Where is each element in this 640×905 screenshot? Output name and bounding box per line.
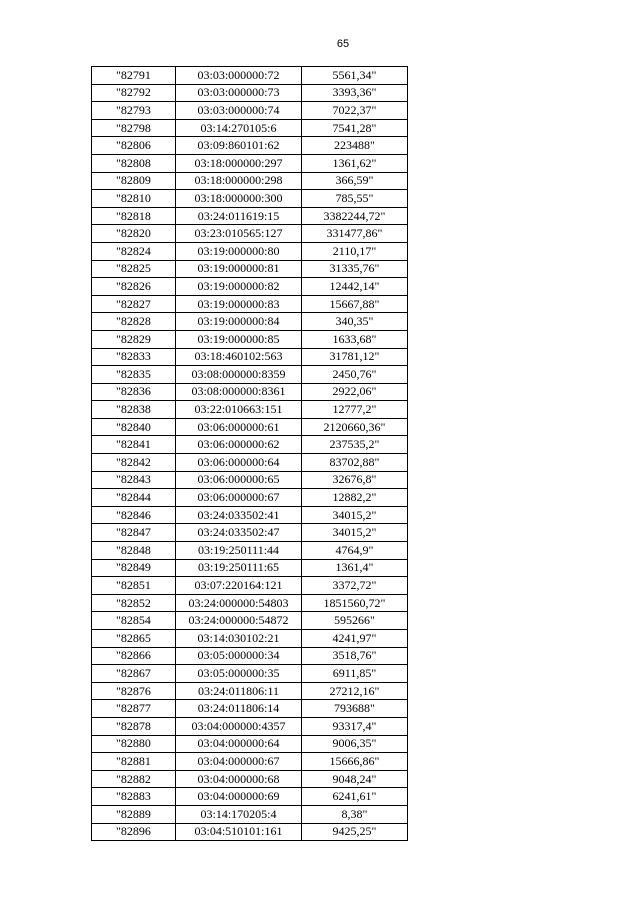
record-id-cell: "82825: [92, 260, 176, 278]
cadastral-number-cell: 03:04:000000:67: [176, 753, 302, 771]
cadastral-number-cell: 03:05:000000:35: [176, 665, 302, 683]
value-cell: 4764,9": [302, 542, 408, 560]
cadastral-number-cell: 03:22:010663:151: [176, 401, 302, 419]
page-number: 65: [336, 38, 350, 50]
table-row: [92, 207, 408, 225]
table-row: [92, 330, 408, 348]
cadastral-number-cell: 03:06:000000:67: [176, 489, 302, 507]
record-id-cell: "82876: [92, 682, 176, 700]
value-cell: 3518,76": [302, 647, 408, 665]
record-id-cell: "82806: [92, 137, 176, 155]
cadastral-number-cell: 03:19:000000:84: [176, 313, 302, 331]
value-cell: 1361,62": [302, 154, 408, 172]
value-cell: 31335,76": [302, 260, 408, 278]
value-cell: 32676,8": [302, 471, 408, 489]
record-id-cell: "82852: [92, 594, 176, 612]
cadastral-number-cell: 03:18:000000:298: [176, 172, 302, 190]
value-cell: 237535,2": [302, 436, 408, 454]
record-id-cell: "82878: [92, 717, 176, 735]
cadastral-number-cell: 03:24:011806:14: [176, 700, 302, 718]
cadastral-number-cell: 03:04:000000:64: [176, 735, 302, 753]
table-row: [92, 665, 408, 683]
table-row: [92, 682, 408, 700]
cadastral-number-cell: 03:19:000000:80: [176, 242, 302, 260]
table-row: [92, 295, 408, 313]
value-cell: 331477,86": [302, 225, 408, 243]
table-row: [92, 67, 408, 85]
value-cell: 223488": [302, 137, 408, 155]
table-row: [92, 735, 408, 753]
value-cell: 31781,12": [302, 348, 408, 366]
table-row: [92, 366, 408, 384]
cadastral-number-cell: 03:19:250111:65: [176, 559, 302, 577]
record-id-cell: "82889: [92, 805, 176, 823]
table-row: [92, 172, 408, 190]
table-row: [92, 84, 408, 102]
cadastral-number-cell: 03:14:030102:21: [176, 630, 302, 648]
value-cell: 12882,2": [302, 489, 408, 507]
table-row: [92, 823, 408, 841]
record-id-cell: "82798: [92, 119, 176, 137]
value-cell: 9006,35": [302, 735, 408, 753]
table-row: [92, 612, 408, 630]
table-row: [92, 260, 408, 278]
record-id-cell: "82851: [92, 577, 176, 595]
value-cell: 93317,4": [302, 717, 408, 735]
cadastral-number-cell: 03:24:033502:41: [176, 506, 302, 524]
table-row: [92, 313, 408, 331]
record-id-cell: "82848: [92, 542, 176, 560]
value-cell: 340,35": [302, 313, 408, 331]
table-row: [92, 489, 408, 507]
cadastral-number-cell: 03:24:000000:54803: [176, 594, 302, 612]
value-cell: 12442,14": [302, 278, 408, 296]
cadastral-number-cell: 03:24:000000:54872: [176, 612, 302, 630]
value-cell: 785,55": [302, 190, 408, 208]
value-cell: 793688": [302, 700, 408, 718]
cadastral-number-cell: 03:24:033502:47: [176, 524, 302, 542]
record-id-cell: "82820: [92, 225, 176, 243]
cadastral-number-cell: 03:04:000000:4357: [176, 717, 302, 735]
record-id-cell: "82883: [92, 788, 176, 806]
cadastral-number-cell: 03:03:000000:74: [176, 102, 302, 120]
data-table: [91, 66, 408, 841]
table-row: [92, 805, 408, 823]
record-id-cell: "82842: [92, 454, 176, 472]
value-cell: 2120660,36": [302, 418, 408, 436]
table-row: [92, 471, 408, 489]
record-id-cell: "82826: [92, 278, 176, 296]
value-cell: 1851560,72": [302, 594, 408, 612]
table-row: [92, 154, 408, 172]
cadastral-number-cell: 03:08:000000:8361: [176, 383, 302, 401]
value-cell: 8,38": [302, 805, 408, 823]
cadastral-number-cell: 03:03:000000:73: [176, 84, 302, 102]
table-row: [92, 753, 408, 771]
record-id-cell: "82843: [92, 471, 176, 489]
value-cell: 7022,37": [302, 102, 408, 120]
value-cell: 1361,4": [302, 559, 408, 577]
record-id-cell: "82847: [92, 524, 176, 542]
cadastral-number-cell: 03:14:170205:4: [176, 805, 302, 823]
value-cell: 34015,2": [302, 506, 408, 524]
value-cell: 5561,34": [302, 67, 408, 85]
record-id-cell: "82833: [92, 348, 176, 366]
record-id-cell: "82849: [92, 559, 176, 577]
record-id-cell: "82824: [92, 242, 176, 260]
cadastral-number-cell: 03:23:010565:127: [176, 225, 302, 243]
table-row: [92, 348, 408, 366]
cadastral-number-cell: 03:03:000000:72: [176, 67, 302, 85]
value-cell: 15667,88": [302, 295, 408, 313]
value-cell: 1633,68": [302, 330, 408, 348]
cadastral-number-cell: 03:14:270105:6: [176, 119, 302, 137]
record-id-cell: "82854: [92, 612, 176, 630]
record-id-cell: "82810: [92, 190, 176, 208]
value-cell: 12777,2": [302, 401, 408, 419]
cadastral-number-cell: 03:06:000000:64: [176, 454, 302, 472]
cadastral-number-cell: 03:06:000000:62: [176, 436, 302, 454]
table-row: [92, 190, 408, 208]
table-row: [92, 383, 408, 401]
value-cell: 15666,86": [302, 753, 408, 771]
table-row: [92, 242, 408, 260]
record-id-cell: "82838: [92, 401, 176, 419]
record-id-cell: "82836: [92, 383, 176, 401]
table-row: [92, 770, 408, 788]
table-row: [92, 454, 408, 472]
record-id-cell: "82835: [92, 366, 176, 384]
value-cell: 3393,36": [302, 84, 408, 102]
table-row: [92, 418, 408, 436]
cadastral-number-cell: 03:09:860101:62: [176, 137, 302, 155]
table-row: [92, 225, 408, 243]
record-id-cell: "82896: [92, 823, 176, 841]
cadastral-number-cell: 03:19:000000:81: [176, 260, 302, 278]
value-cell: 366,59": [302, 172, 408, 190]
value-cell: 6241,61": [302, 788, 408, 806]
record-id-cell: "82865: [92, 630, 176, 648]
value-cell: 27212,16": [302, 682, 408, 700]
record-id-cell: "82809: [92, 172, 176, 190]
cadastral-number-cell: 03:08:000000:8359: [176, 366, 302, 384]
table-row: [92, 577, 408, 595]
table-row: [92, 647, 408, 665]
cadastral-number-cell: 03:07:220164:121: [176, 577, 302, 595]
value-cell: 2110,17": [302, 242, 408, 260]
cadastral-number-cell: 03:19:250111:44: [176, 542, 302, 560]
value-cell: 83702,88": [302, 454, 408, 472]
cadastral-number-cell: 03:06:000000:65: [176, 471, 302, 489]
table-row: [92, 594, 408, 612]
table-row: [92, 542, 408, 560]
record-id-cell: "82866: [92, 647, 176, 665]
cadastral-number-cell: 03:18:000000:297: [176, 154, 302, 172]
cadastral-number-cell: 03:18:460102:563: [176, 348, 302, 366]
table-row: [92, 401, 408, 419]
table-row: [92, 436, 408, 454]
value-cell: 3372,72": [302, 577, 408, 595]
table-row: [92, 506, 408, 524]
record-id-cell: "82867: [92, 665, 176, 683]
record-id-cell: "82846: [92, 506, 176, 524]
record-id-cell: "82793: [92, 102, 176, 120]
cadastral-number-cell: 03:18:000000:300: [176, 190, 302, 208]
value-cell: 4241,97": [302, 630, 408, 648]
table-row: [92, 137, 408, 155]
cadastral-number-cell: 03:24:011806:11: [176, 682, 302, 700]
table-row: [92, 717, 408, 735]
record-id-cell: "82827: [92, 295, 176, 313]
table-row: [92, 788, 408, 806]
value-cell: 9425,25": [302, 823, 408, 841]
table-row: [92, 119, 408, 137]
cadastral-number-cell: 03:19:000000:82: [176, 278, 302, 296]
record-id-cell: "82792: [92, 84, 176, 102]
value-cell: 595266": [302, 612, 408, 630]
table-row: [92, 278, 408, 296]
cadastral-number-cell: 03:04:510101:161: [176, 823, 302, 841]
value-cell: 3382244,72": [302, 207, 408, 225]
table-row: [92, 630, 408, 648]
value-cell: 6911,85": [302, 665, 408, 683]
cadastral-number-cell: 03:04:000000:68: [176, 770, 302, 788]
table-row: [92, 559, 408, 577]
record-id-cell: "82829: [92, 330, 176, 348]
record-id-cell: "82841: [92, 436, 176, 454]
cadastral-number-cell: 03:05:000000:34: [176, 647, 302, 665]
cadastral-number-cell: 03:19:000000:85: [176, 330, 302, 348]
record-id-cell: "82880: [92, 735, 176, 753]
cadastral-number-cell: 03:24:011619:15: [176, 207, 302, 225]
record-id-cell: "82882: [92, 770, 176, 788]
value-cell: 2922,06": [302, 383, 408, 401]
table-body: [92, 67, 408, 841]
value-cell: 7541,28": [302, 119, 408, 137]
value-cell: 9048,24": [302, 770, 408, 788]
record-id-cell: "82828: [92, 313, 176, 331]
value-cell: 2450,76": [302, 366, 408, 384]
cadastral-number-cell: 03:04:000000:69: [176, 788, 302, 806]
record-id-cell: "82818: [92, 207, 176, 225]
cadastral-number-cell: 03:19:000000:83: [176, 295, 302, 313]
table-row: [92, 102, 408, 120]
table-row: [92, 524, 408, 542]
record-id-cell: "82844: [92, 489, 176, 507]
cadastral-number-cell: 03:06:000000:61: [176, 418, 302, 436]
record-id-cell: "82840: [92, 418, 176, 436]
record-id-cell: "82808: [92, 154, 176, 172]
record-id-cell: "82881: [92, 753, 176, 771]
record-id-cell: "82791: [92, 67, 176, 85]
value-cell: 34015,2": [302, 524, 408, 542]
record-id-cell: "82877: [92, 700, 176, 718]
table-row: [92, 700, 408, 718]
